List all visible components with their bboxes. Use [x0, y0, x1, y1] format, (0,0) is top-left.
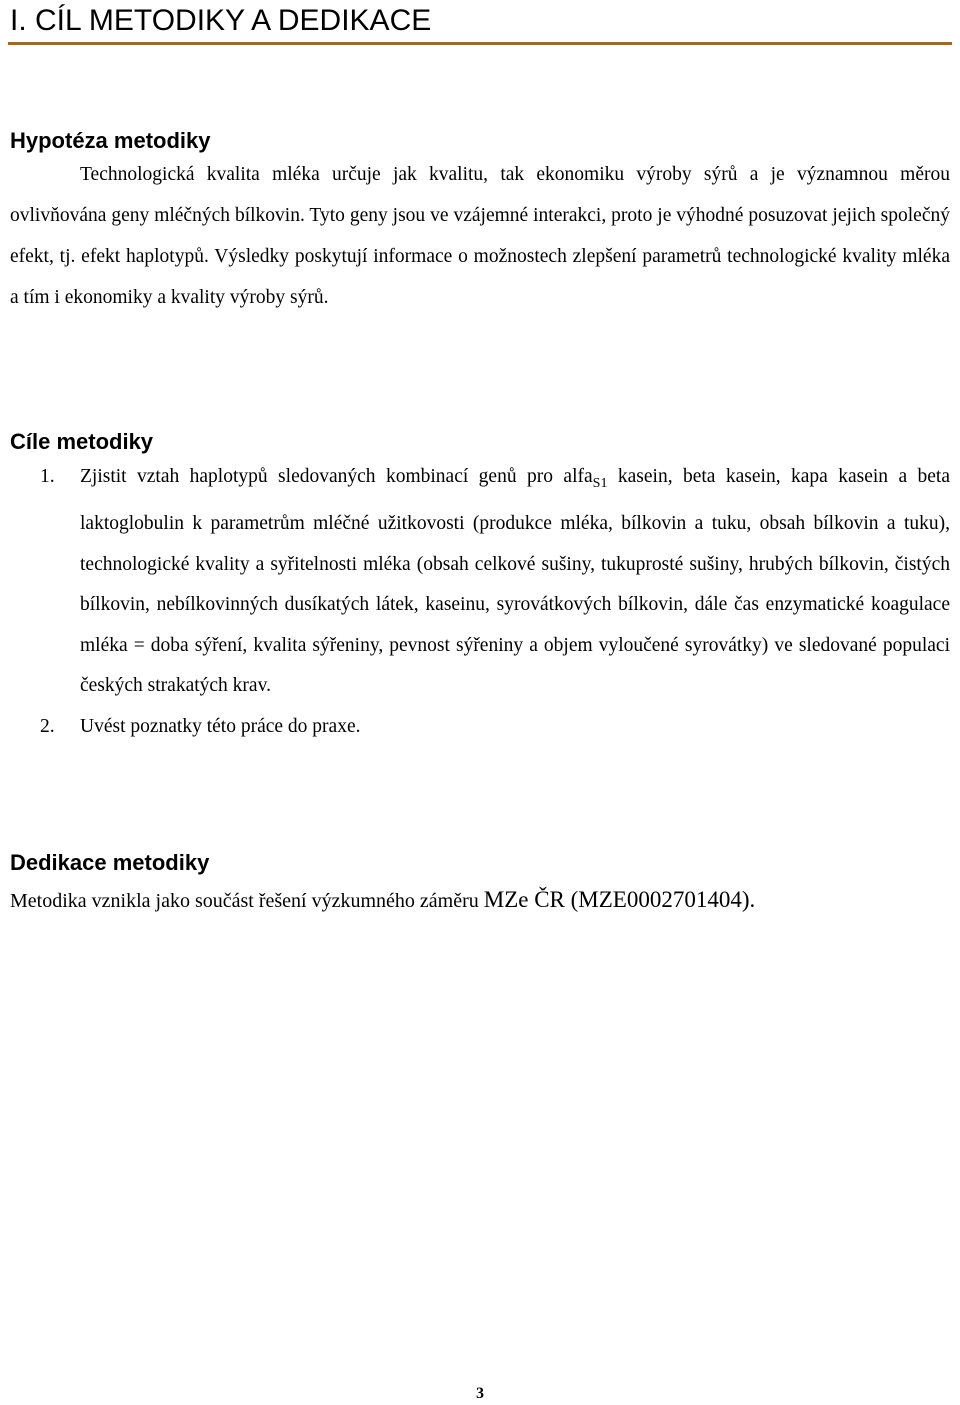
dedication-heading: Dedikace metodiky: [10, 850, 210, 875]
goal-text-2: Uvést poznatky této práce do praxe.: [80, 715, 361, 737]
goals-list: [40, 457, 950, 747]
dedication-text: Metodika vznikla jako součást řešení výzkumného záměru: [10, 890, 484, 912]
page-number: 3: [476, 1385, 484, 1402]
goal-item-2: [40, 707, 950, 748]
goal-text-1-start: Zjistit vztah haplotypů sledovaných kombinací genů pro alfa: [80, 466, 593, 487]
goal-number-2: 2.: [40, 715, 55, 737]
chapter-title: I. CÍL METODIKY A DEDIKACE: [10, 4, 432, 37]
goal-item-1: [40, 457, 950, 707]
goal-text-1-subscript: S1: [592, 475, 608, 491]
goals-heading: Cíle metodiky: [10, 429, 154, 454]
dedication-paragraph: [10, 880, 755, 921]
goal-text-1-end: kasein, beta kasein, kapa kasein a beta laktoglobulin k parametrům mléčné užitkovosti (produkce mléka, bílkovin a tuku, obsah bílkovin a tuku), technologické kvality a syřitelnosti mléka (obsah celkové sušiny, tukuprosté sušiny, hrubých bílkovin, čistých bílkovin, nebílkovinných dusíkatých látek, kaseinu, syrovátkových bílkovin, dále čas enzymatické koagulace mléka = doba sýření, kvalita sýřeniny, pevnost sýřeniny a objem vyloučené syrovátky) ve sledované populaci českých strakatých krav.: [80, 466, 951, 697]
hypothesis-paragraph: [10, 154, 950, 318]
hypothesis-heading: Hypotéza metodiky: [10, 128, 211, 153]
hypothesis-text: Technologická kvalita mléka určuje jak kvalitu, tak ekonomiku výroby sýrů a je významnou měrou ovlivňována geny mléčných bílkovin. Tyto geny jsou ve vzájemné interakci, proto je výhodné posuzovat jejich společný efekt, tj. efekt haplotypů. Výsledky poskytují informace o možnostech zlepšení parametrů technologické kvality mléka a tím i ekonomiky a kvality výroby sýrů.: [10, 164, 950, 308]
goal-number-1: 1.: [40, 466, 55, 487]
chapter-title-underline: [8, 42, 952, 45]
dedication-project-code: MZe ČR (MZE0002701404).: [483, 887, 756, 912]
